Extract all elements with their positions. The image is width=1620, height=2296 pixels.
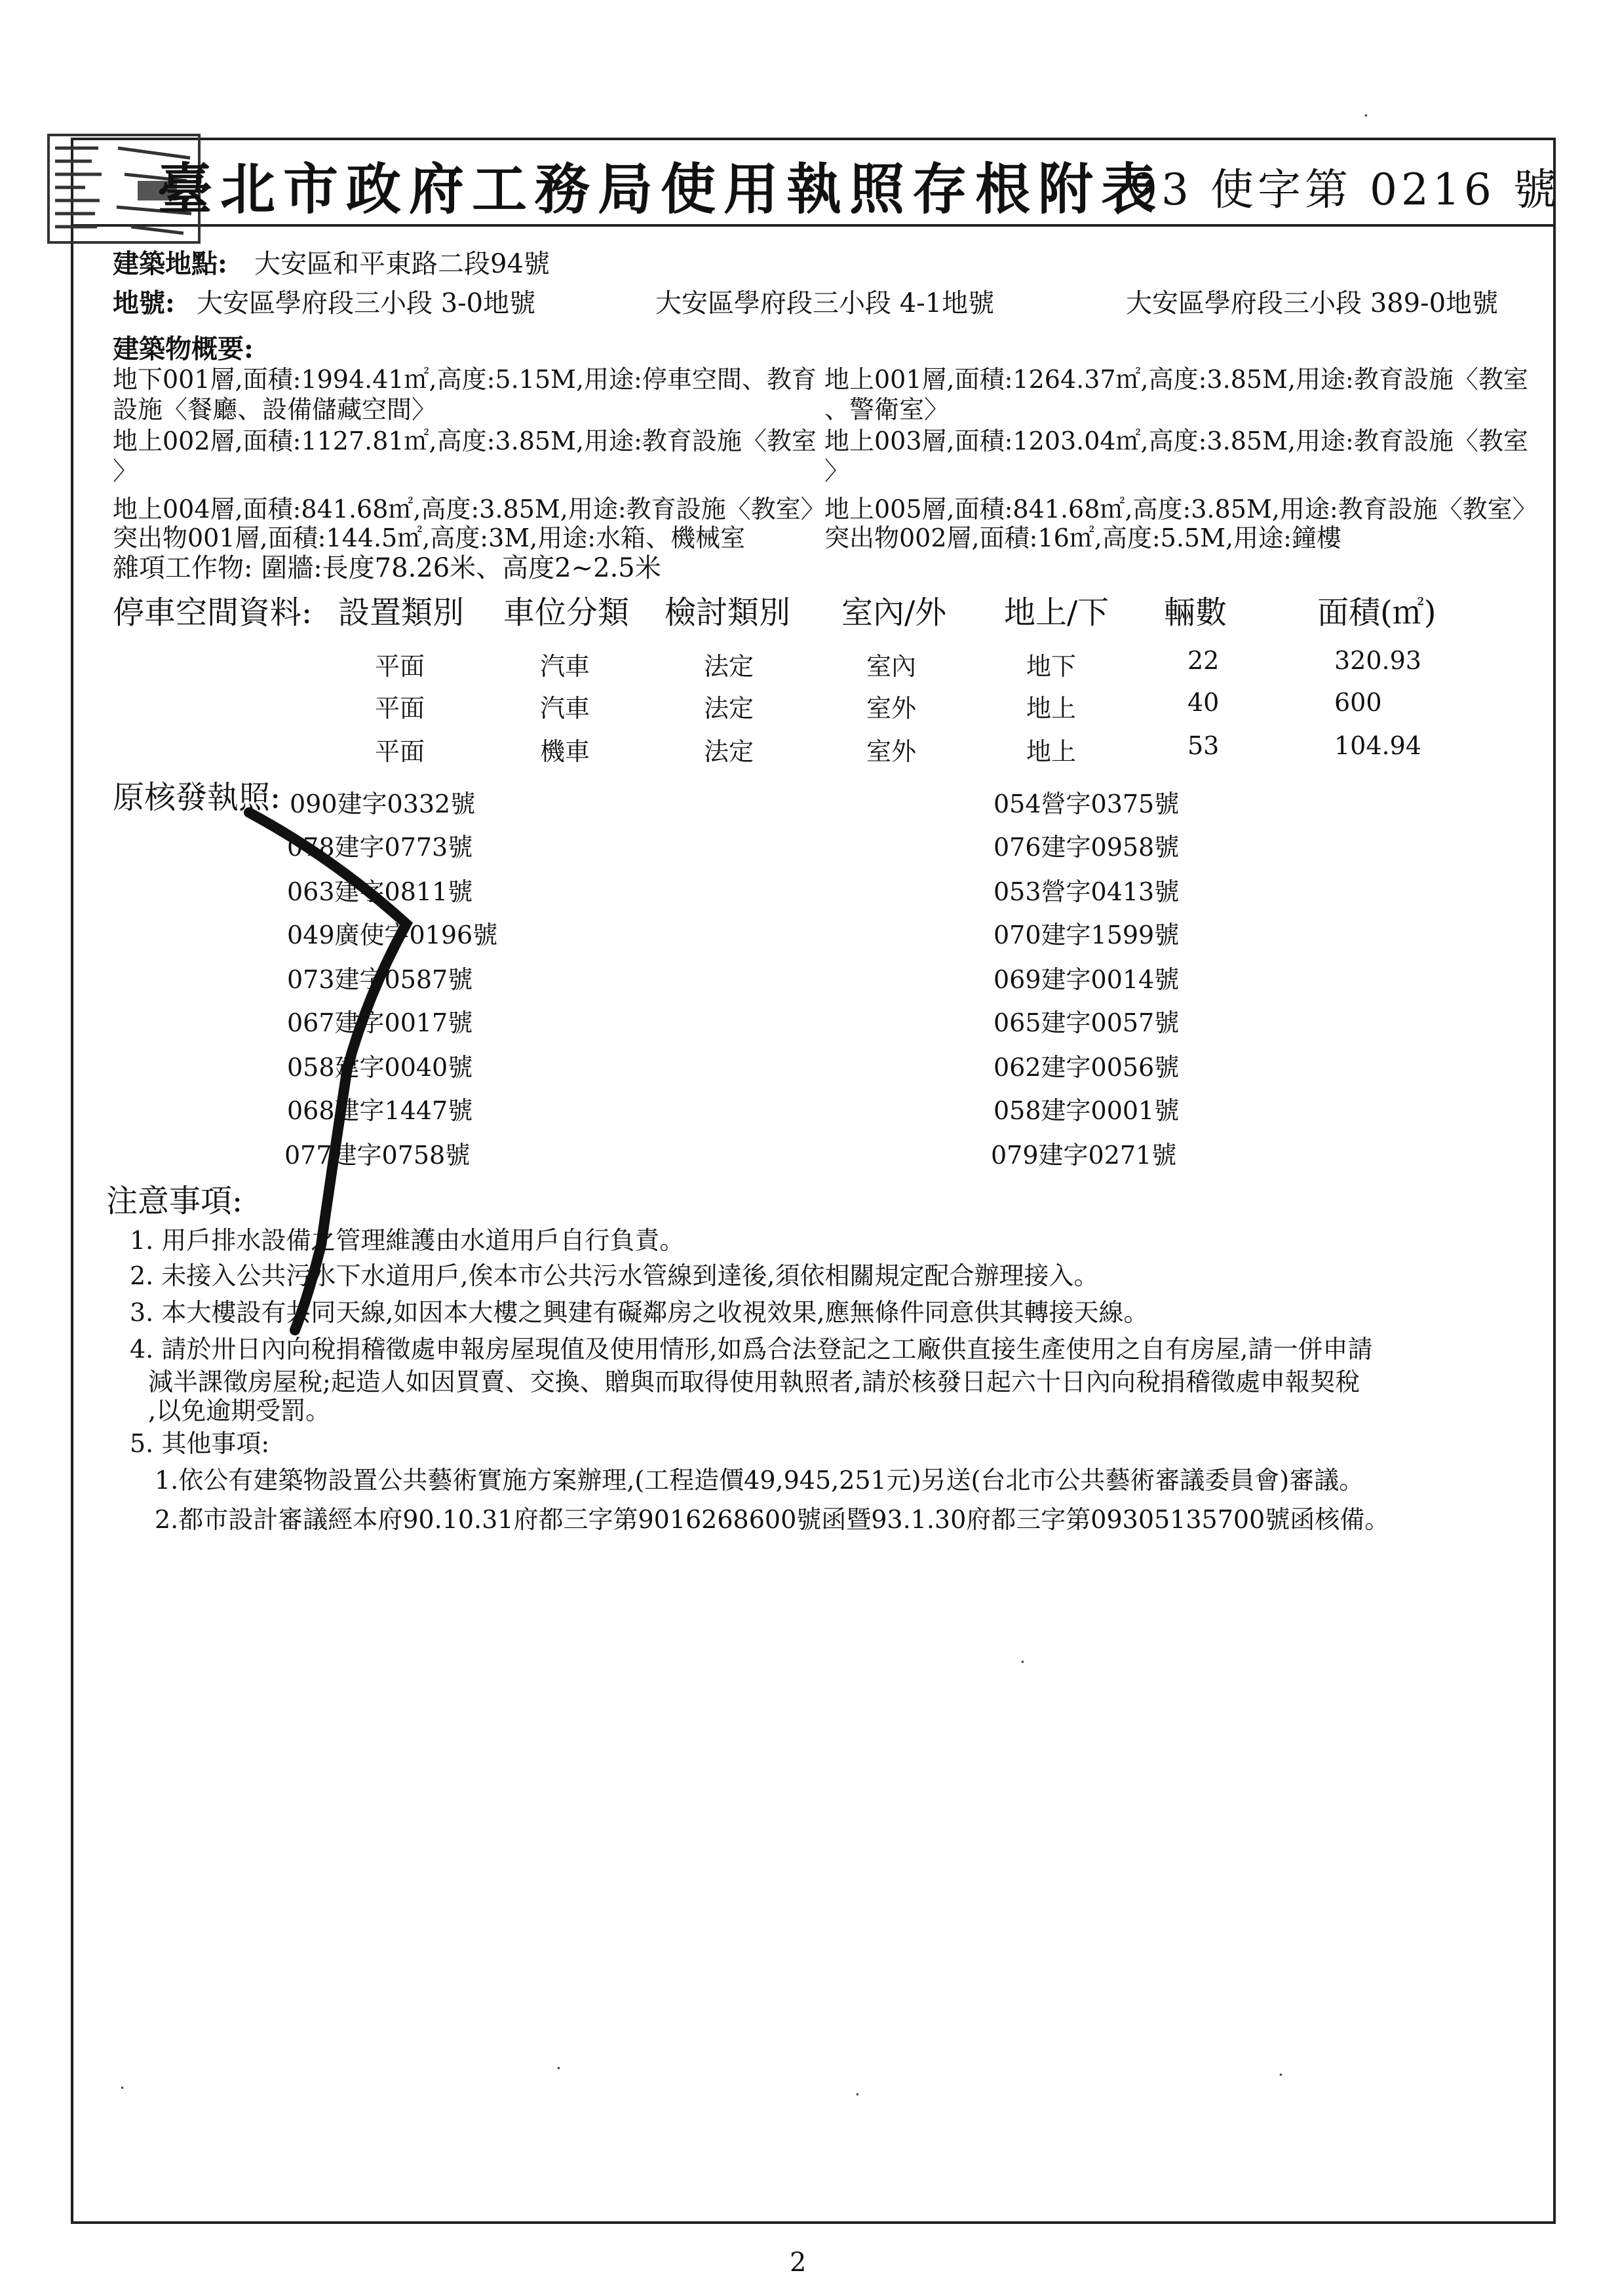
- lot-2: 大安區學府段三小段 4-1地號: [655, 288, 995, 318]
- lot-3: 大安區學府段三小段 389-0地號: [1126, 288, 1499, 318]
- note-4-cont-1: 減半課徵房屋稅;起造人如因買賣、交換、贈與而取得使用執照者,請於核發日起六十日內向稅捐稽徵處申報契稅: [148, 1368, 1360, 1396]
- overview-right-line-2: 、警衛室〉: [824, 395, 950, 424]
- scan-speck: ·: [556, 2057, 562, 2079]
- overview-left-line-4: 〉: [113, 457, 138, 486]
- parking-header-type: 設置類別: [338, 594, 465, 631]
- license-right-9: 079建字0271號: [991, 1141, 1177, 1170]
- parking-cell: 地上: [1026, 737, 1077, 766]
- license-right-8: 058建字0001號: [993, 1096, 1180, 1125]
- parking-cell: 平面: [375, 652, 425, 681]
- lot-label: 地號:: [113, 288, 175, 318]
- parking-cell: 600: [1334, 688, 1382, 717]
- parking-header-indoor: 室內/外: [841, 594, 947, 631]
- scan-speck: ·: [119, 2077, 125, 2099]
- parking-cell: 室外: [866, 737, 917, 766]
- parking-cell: 機車: [540, 737, 590, 766]
- license-right-7: 062建字0056號: [993, 1053, 1180, 1082]
- parking-cell: 平面: [375, 737, 425, 766]
- license-left-1: 090建字0332號: [290, 790, 476, 818]
- license-left-9: 077建字0758號: [284, 1141, 471, 1170]
- parking-cell: 汽車: [540, 652, 590, 681]
- notes-label: 注意事項:: [106, 1183, 243, 1219]
- misc-works: 雜項工作物: 圍牆:長度78.26米、高度2~2.5米: [113, 553, 661, 583]
- note-4: 4. 請於卅日內向稅捐稽徵處申報房屋現值及使用情形,如爲合法登記之工廠供直接生產使用之自有房屋,請一併申請: [130, 1335, 1373, 1364]
- overview-right-line-3: 地上003層,面積:1203.04㎡,高度:3.85M,用途:教育設施〈教室: [824, 427, 1528, 455]
- license-right-6: 065建字0057號: [993, 1008, 1180, 1037]
- licenses-label: 原核發執照:: [113, 779, 281, 816]
- license-right-5: 069建字0014號: [993, 965, 1180, 994]
- parking-header-area: 面積(㎡): [1317, 594, 1437, 631]
- license-left-6: 067建字0017號: [287, 1008, 473, 1037]
- page-number: 2: [790, 2248, 807, 2278]
- location-value: 大安區和平東路二段94號: [254, 249, 550, 279]
- parking-header-review: 檢討類別: [665, 594, 791, 631]
- note-5-item-2: 2.都市設計審議經本府90.10.31府都三字第9016268600號函暨93.1.30府都三字第09305135700號函核備。: [155, 1505, 1390, 1534]
- parking-cell: 法定: [704, 652, 754, 681]
- parking-cell: 22: [1187, 646, 1220, 675]
- location-label: 建築地點:: [113, 248, 227, 279]
- note-5: 5. 其他事項:: [130, 1429, 270, 1458]
- overview-left-line-6: 突出物001層,面積:144.5㎡,高度:3M,用途:水箱、機械室: [113, 524, 746, 552]
- parking-cell: 地上: [1026, 694, 1077, 723]
- note-1: 1. 用戶排水設備之管理維護由水道用戶自行負責。: [130, 1226, 685, 1255]
- overview-right-line-5: 地上005層,面積:841.68㎡,高度:3.85M,用途:教育設施〈教室〉: [824, 495, 1537, 524]
- parking-cell: 320.93: [1334, 646, 1421, 675]
- parking-label: 停車空間資料:: [113, 594, 313, 631]
- license-right-1: 054營字0375號: [993, 790, 1180, 818]
- parking-cell: 法定: [704, 694, 754, 723]
- license-left-5: 073建字0587號: [287, 965, 473, 994]
- document-title: 臺北市政府工務局使用執照存根附表: [157, 157, 1165, 221]
- note-2: 2. 未接入公共污水下水道用戶,俟本市公共污水管線到達後,須依相關規定配合辦理接入。: [130, 1261, 1099, 1290]
- license-right-2: 076建字0958號: [993, 833, 1180, 862]
- overview-right-line-6: 突出物002層,面積:16㎡,高度:5.5M,用途:鐘樓: [824, 524, 1341, 552]
- handwritten-mark-icon: [236, 786, 446, 1337]
- overview-right-line-1: 地上001層,面積:1264.37㎡,高度:3.85M,用途:教育設施〈教室: [824, 365, 1528, 394]
- overview-label: 建築物概要:: [113, 334, 254, 364]
- permit-number: 93 使字第 0216 號: [1130, 164, 1560, 215]
- note-3: 3. 本大樓設有共同天線,如因本大樓之興建有礙鄰房之收視效果,應無條件同意供其轉接天線。: [130, 1298, 1149, 1327]
- parking-cell: 地下: [1026, 652, 1077, 681]
- overview-left-line-2: 設施〈餐廳、設備儲藏空間〉: [113, 395, 437, 424]
- license-left-8: 068建字1447號: [287, 1096, 473, 1125]
- parking-cell: 104.94: [1334, 731, 1421, 760]
- license-left-4: 049廣使字0196號: [287, 921, 498, 949]
- scan-speck: ·: [1363, 105, 1369, 126]
- parking-cell: 法定: [704, 737, 754, 766]
- parking-cell: 室外: [866, 694, 917, 723]
- lot-1: 大安區學府段三小段 3-0地號: [197, 288, 536, 318]
- parking-cell: 平面: [375, 694, 425, 723]
- overview-left-line-3: 地上002層,面積:1127.81㎡,高度:3.85M,用途:教育設施〈教室: [113, 427, 817, 455]
- parking-cell: 室內: [866, 652, 917, 681]
- note-4-cont-2: ,以免逾期受罰。: [148, 1396, 331, 1425]
- overview-left-line-1: 地下001層,面積:1994.41㎡,高度:5.15M,用途:停車空間、教育: [113, 365, 817, 394]
- license-left-7: 058建字0040號: [287, 1053, 473, 1082]
- note-5-item-1: 1.依公有建築物設置公共藝術實施方案辦理,(工程造價49,945,251元)另送(台北市公共藝術審議委員會)審議。: [155, 1466, 1364, 1495]
- license-right-4: 070建字1599號: [993, 921, 1180, 949]
- parking-cell: 53: [1187, 731, 1220, 760]
- scan-speck: ·: [1278, 2064, 1284, 2086]
- overview-left-line-5: 地上004層,面積:841.68㎡,高度:3.85M,用途:教育設施〈教室〉: [113, 495, 826, 524]
- scan-speck: ·: [1020, 1651, 1026, 1673]
- parking-cell: 汽車: [540, 694, 590, 723]
- parking-header-level: 地上/下: [1004, 594, 1109, 631]
- parking-header-count: 輛數: [1164, 594, 1227, 631]
- scan-speck: ·: [855, 2084, 860, 2105]
- license-left-2: 078建字0773號: [287, 833, 473, 862]
- parking-cell: 40: [1187, 688, 1220, 717]
- overview-right-line-4: 〉: [824, 457, 850, 486]
- parking-header-vehicle: 車位分類: [503, 594, 630, 631]
- license-right-3: 053營字0413號: [993, 877, 1180, 906]
- license-left-3: 063建字0811號: [287, 877, 473, 906]
